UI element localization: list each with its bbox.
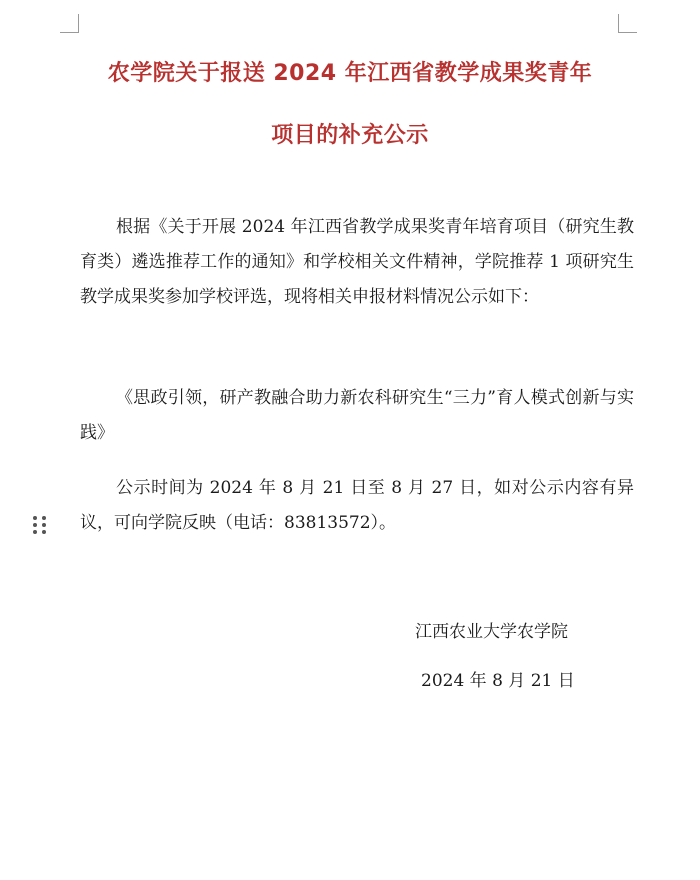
body-paragraph-project: 《思政引领，研产教融合助力新农科研究生“三力”育人模式创新与实践》 bbox=[80, 388, 634, 443]
crop-mark-top-left bbox=[60, 14, 79, 33]
document-title-line-1: 农学院关于报送 2024 年江西省教学成果奖青年 bbox=[107, 61, 593, 86]
drag-dot bbox=[33, 530, 37, 534]
drag-dot bbox=[42, 530, 46, 534]
drag-handle-icon[interactable] bbox=[33, 516, 47, 536]
drag-dot bbox=[33, 523, 37, 527]
drag-dot bbox=[33, 516, 37, 520]
signature-date: 2024 年 8 月 21 日 bbox=[421, 671, 575, 691]
body-paragraph-intro: 根据《关于开展 2024 年江西省教学成果奖青年培育项目（研究生教育类）遴选推荐工作的通知》和学校相关文件精神，学院推荐 1 项研究生教学成果奖参加学校评选，现将相关申报材料情况公示如下： bbox=[80, 217, 634, 307]
drag-dot bbox=[42, 516, 46, 520]
body-paragraph-notice-period: 公示时间为 2024 年 8 月 21 日至 8 月 27 日，如对公示内容有异议，可向学院反映（电话：83813572）。 bbox=[80, 478, 634, 533]
document-title-line-2: 项目的补充公示 bbox=[271, 123, 429, 148]
signature-organization: 江西农业大学农学院 bbox=[415, 622, 568, 642]
drag-dot bbox=[42, 523, 46, 527]
crop-mark-top-right bbox=[618, 14, 637, 33]
